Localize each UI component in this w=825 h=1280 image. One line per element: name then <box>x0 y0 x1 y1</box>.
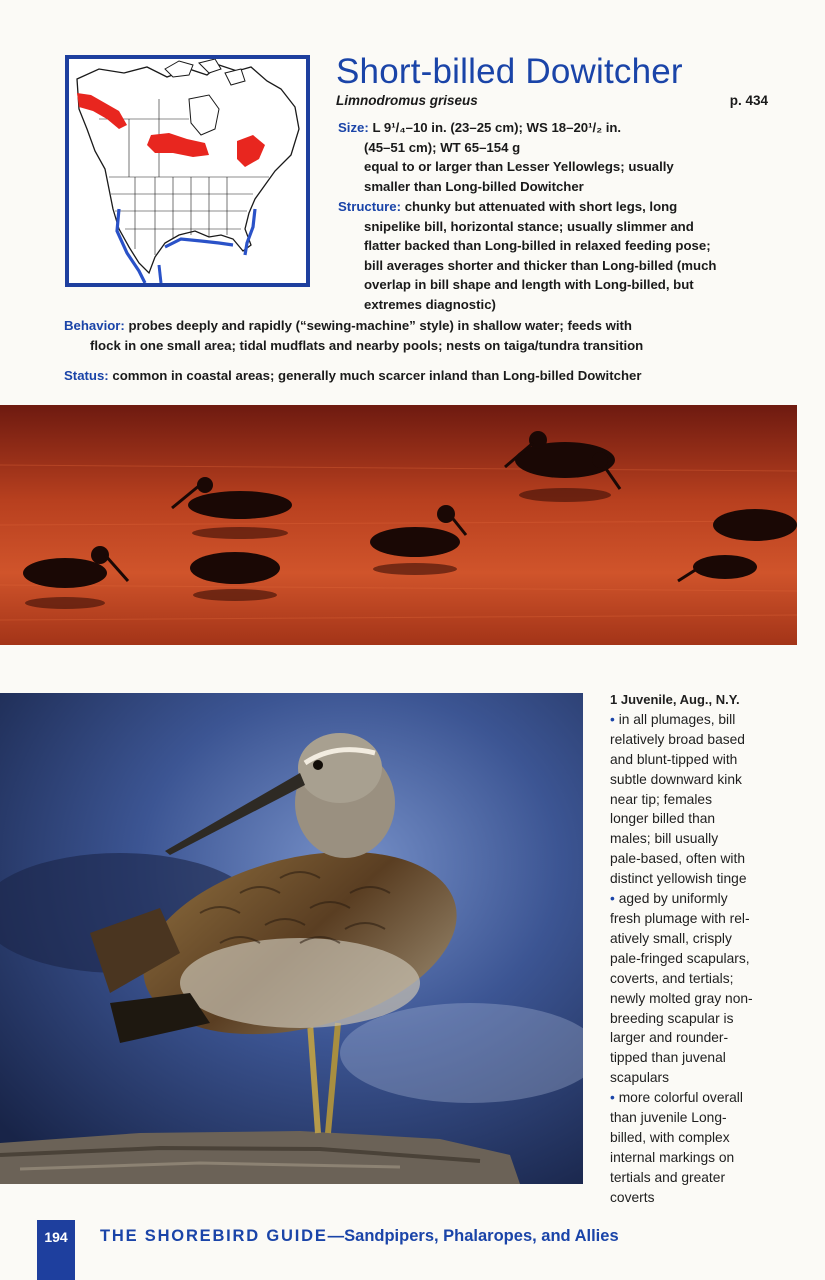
size-line: (45–51 cm); WT 65–154 g <box>364 139 521 155</box>
size-section <box>338 118 798 196</box>
caption-line: males; bill usually <box>610 831 719 847</box>
page-number: 194 <box>37 1220 75 1280</box>
caption-line: near tip; females <box>610 791 712 807</box>
caption-line: subtle downward kink <box>610 771 742 787</box>
species-title: Short-billed Dowitcher <box>336 52 683 91</box>
size-line: equal to or larger than Lesser Yellowlegs; usually <box>364 159 674 175</box>
behavior-label: Behavior: <box>64 318 125 333</box>
caption-line: scapulars <box>610 1070 670 1086</box>
structure-label: Structure: <box>338 199 402 214</box>
caption-line: • in all plumages, bill <box>610 711 736 727</box>
page-reference: p. 434 <box>729 93 768 108</box>
running-footer <box>100 1227 619 1246</box>
caption-line: tipped than juvenal <box>610 1050 726 1066</box>
caption-line: atively small, crisply <box>610 930 732 946</box>
caption-line: coverts <box>610 1189 655 1205</box>
caption-line: relatively broad based <box>610 731 745 747</box>
bullet-icon: • <box>610 891 615 907</box>
caption-line: billed, with complex <box>610 1129 730 1145</box>
flock-silhouette-photo <box>0 405 797 645</box>
caption-line: pale-based, often with <box>610 851 745 867</box>
structure-line: chunky but attenuated with short legs, long <box>404 199 678 214</box>
bullet-icon: • <box>610 711 615 727</box>
juvenile-dowitcher-drawing <box>0 693 583 1184</box>
photo-caption <box>610 690 795 1208</box>
structure-line: extremes diagnostic) <box>364 296 496 312</box>
caption-line: than juvenile Long- <box>610 1110 727 1126</box>
caption-line: larger and rounder- <box>610 1030 729 1046</box>
section-title: —Sandpipers, Phalaropes, and Allies <box>327 1227 619 1245</box>
book-title: THE SHOREBIRD GUIDE <box>100 1227 328 1245</box>
caption-line: distinct yellowish tinge <box>610 871 747 887</box>
size-line: smaller than Long-billed Dowitcher <box>364 178 584 194</box>
bullet-icon: • <box>610 1090 615 1106</box>
flock-silhouette-drawing <box>0 405 797 645</box>
caption-line: tertials and greater <box>610 1169 726 1185</box>
caption-line: • more colorful overall <box>610 1090 743 1106</box>
structure-line: overlap in bill shape and length with Long-billed, but <box>364 277 694 293</box>
juvenile-dowitcher-photo <box>0 693 583 1184</box>
structure-line: snipelike bill, horizontal stance; usually slimmer and <box>364 218 694 234</box>
behavior-line: probes deeply and rapidly (“sewing-machine” style) in shallow water; feeds with <box>128 318 632 333</box>
behavior-section <box>64 316 804 355</box>
size-label: Size: <box>338 120 369 135</box>
caption-line: and blunt-tipped with <box>610 751 738 767</box>
structure-section <box>338 197 800 315</box>
caption-line: longer billed than <box>610 811 716 827</box>
status-section <box>64 366 804 386</box>
caption-line: pale-fringed scapulars, <box>610 950 750 966</box>
caption-line: internal markings on <box>610 1149 735 1165</box>
caption-title: 1 Juvenile, Aug., N.Y. <box>610 692 740 707</box>
range-map-drawing <box>69 59 306 283</box>
caption-line: fresh plumage with rel- <box>610 910 750 926</box>
caption-line: breeding scapular is <box>610 1010 734 1026</box>
scientific-name-row <box>336 93 768 111</box>
caption-line: coverts, and tertials; <box>610 970 734 986</box>
status-text: common in coastal areas; generally much scarcer inland than Long-billed Dowitcher <box>112 368 642 383</box>
caption-line: • aged by uniformly <box>610 891 728 907</box>
structure-line: flatter backed than Long-billed in relaxed feeding pose; <box>364 238 711 254</box>
range-map <box>65 55 310 287</box>
structure-line: bill averages shorter and thicker than Long-billed (much <box>364 257 717 273</box>
status-label: Status: <box>64 368 109 383</box>
caption-line: newly molted gray non- <box>610 990 753 1006</box>
size-line: L 9¹/₄–10 in. (23–25 cm); WS 18–20¹/₂ in. <box>372 120 622 135</box>
behavior-line: flock in one small area; tidal mudflats and nearby pools; nests on taiga/tundra transition <box>90 337 644 353</box>
scientific-name: Limnodromus griseus <box>336 93 478 108</box>
